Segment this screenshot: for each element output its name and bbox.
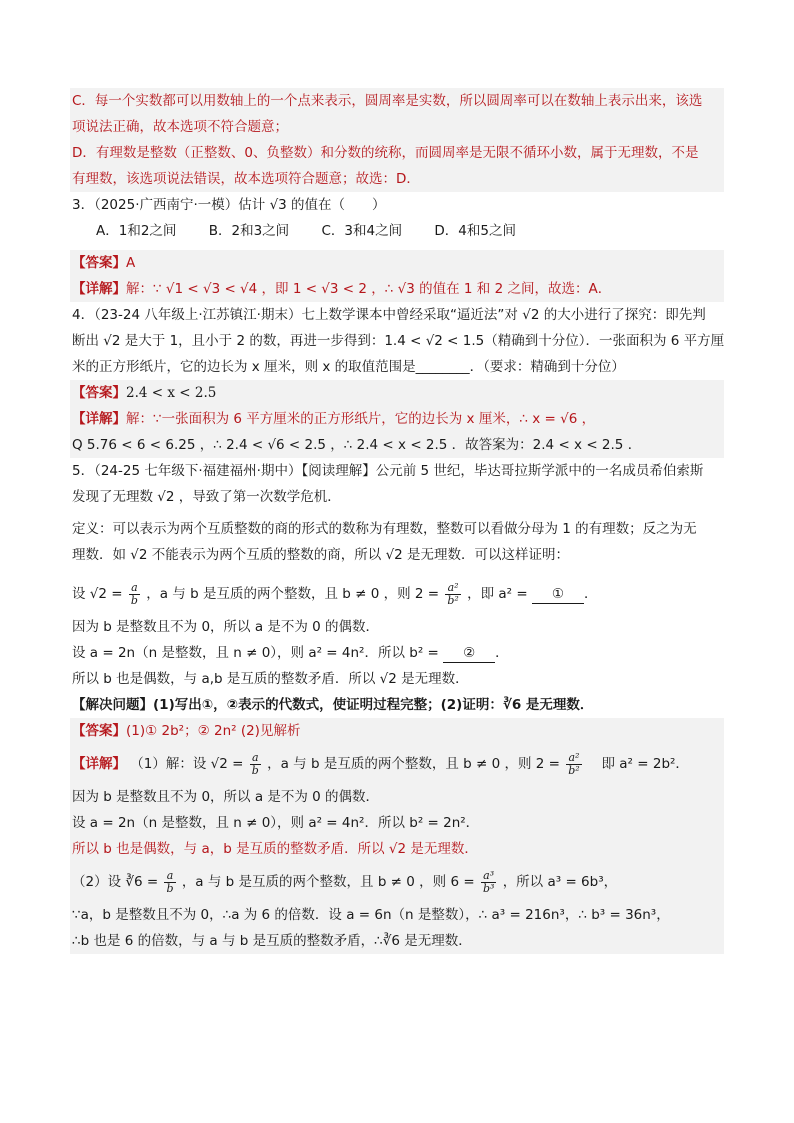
q4-line-3: 米的正方形纸片，它的边长为 x 厘米，则 x 的取值范围是________．（要求：精确到十分位）	[72, 359, 625, 375]
q5-detail-1-c: 即 a² = 2b²．	[587, 756, 689, 772]
q4-detail-1	[70, 406, 724, 432]
fraction-a-over-b	[250, 752, 261, 777]
q4-line-2: 断出 √2 是大于 1，且小于 2 的数，再进一步得到：1.4 < √2 < 1.5（精确到十分位）．一张面积为 6 平方厘	[72, 333, 724, 349]
fraction-numerator: a³	[481, 870, 496, 883]
q5-detail-5-a: （2）设 ∛6 =	[72, 874, 163, 890]
fraction-denominator: b	[166, 881, 174, 895]
prev-solution-block	[70, 88, 724, 192]
q4-answer-value: 2.4 < x < 2.5	[126, 385, 217, 401]
blank-1: ①	[532, 585, 584, 604]
q3-answer	[70, 250, 724, 276]
q5-proof-1: 设 √2 = $\frac{a}{b}$ ，a 与 b 是互质的两个整数，且 b ≠ 0 ，则 2 = $\frac{\text{a²}}{\text{b²}}$ ，即 a² = ① ．	[72, 580, 598, 607]
q5-detail-5	[70, 862, 724, 902]
fraction-numerator: a²	[566, 752, 581, 765]
q5-detail-1-b: ，a 与 b 是互质的两个整数，且 b ≠ 0 ，则 2 =	[267, 756, 565, 772]
q5-proof-4: 所以 b 也是偶数，与 a,b 是互质的整数矛盾．所以 √2 是无理数．	[72, 671, 469, 687]
q3-option-a: A．1和2之间	[96, 223, 177, 239]
q5-detail-4: 所以 b 也是偶数，与 a，b 是互质的整数矛盾．所以 √2 是无理数．	[72, 841, 478, 857]
answer-tag: 【答案】	[72, 255, 126, 271]
q5-definition-2: 理数．如 √2 不能表示为两个互质的整数的商，所以 √2 是无理数．可以这样证明：	[72, 547, 570, 563]
q3-option-c: C．3和4之间	[321, 223, 403, 239]
q5-line-1: 5．（24-25 七年级下·福建福州·期中）【阅读理解】公元前 5 世纪，毕达哥拉斯学派中的一名成员希伯索斯	[72, 463, 704, 479]
q3-solution-block	[70, 250, 724, 302]
q3-options	[70, 218, 724, 244]
q5-proof-1-c: ，即 a² =	[467, 586, 532, 602]
q5-solution-block	[70, 718, 724, 954]
q4-line-1: 4．（23-24 八年级上·江苏镇江·期末）七上数学课本中曾经采取“逼近法”对 √2 的大小进行了探究：即先判	[72, 307, 706, 323]
fraction-numerator: a	[129, 582, 140, 595]
answer-tag: 【答案】	[72, 723, 126, 739]
q4-answer	[70, 380, 724, 406]
fraction-numerator: a²	[445, 582, 460, 595]
q5-proof-3: 设 a = 2n（n 是整数，且 n ≠ 0），则 a² = 4n²．所以 b² = ② ．	[72, 645, 509, 661]
q5-task: 【解决问题】(1)写出①，②表示的代数式，使证明过程完整；(2)证明：∛6 是无理数．	[72, 697, 594, 713]
fraction-denominator: b²	[447, 593, 459, 607]
fraction-a2-over-b2	[566, 752, 581, 777]
q5-proof-1-a: 设 √2 =	[72, 586, 127, 602]
option-c-line-1: C．每一个实数都可以用数轴上的一个点来表示，圆周率是实数，所以圆周率可以在数轴上表示出来，该选	[72, 93, 703, 109]
q4-detail-text-1: 解：∵一张面积为 6 平方厘米的正方形纸片，它的边长为 x 厘米，∴ x = √6 ，	[126, 411, 596, 427]
option-d-line-2: 有理数，该选项说法错误，故本选项符合题意；故选：D．	[72, 171, 420, 187]
q3-detail	[70, 276, 724, 302]
q4-solution-block	[70, 380, 724, 458]
q5-detail-5-c: ，所以 a³ = 6b³，	[502, 874, 618, 890]
fraction-denominator: b³	[482, 881, 495, 895]
fraction-numerator: a	[250, 752, 261, 765]
q5-answer	[70, 718, 724, 744]
q5-definition-1: 定义：可以表示为两个互质整数的商的形式的数称为有理数，整数可以看做分母为 1 的有理数；反之为无	[72, 521, 697, 537]
q5-proof-3-text: 设 a = 2n（n 是整数，且 n ≠ 0），则 a² = 4n²．所以 b² =	[72, 645, 444, 661]
fraction-a-over-b	[129, 582, 140, 607]
q5-detail-2: 因为 b 是整数且不为 0，所以 a 是不为 0 的偶数．	[72, 789, 380, 805]
option-d-line-1: D．有理数是整数（正整数、0、负整数）和分数的统称，而圆周率是无限不循环小数，属于无理数，不是	[72, 145, 699, 161]
q5-line-2: 发现了无理数 √2 ，导致了第一次数学危机．	[72, 489, 341, 505]
q4-detail-2: Q 5.76 < 6 < 6.25 ，∴ 2.4 < √6 < 2.5 ，∴ 2.4 < x < 2.5 ．故答案为：2.4 < x < 2.5 ．	[72, 437, 642, 453]
q3-stem: 3．（2025·广西南宁·一模）估计 √3 的值在（ ）	[72, 197, 386, 213]
fraction-a-over-b	[164, 870, 175, 895]
fraction-denominator: b	[130, 593, 138, 607]
q5-detail-7: ∴b 也是 6 的倍数，与 a 与 b 是互质的整数矛盾，∴∛6 是无理数．	[72, 933, 472, 949]
worksheet-page	[70, 88, 724, 954]
fraction-a2-over-b2	[445, 582, 460, 607]
q3-answer-value: A	[126, 255, 136, 271]
detail-tag: 【详解】	[72, 411, 126, 427]
q3-option-b: B．2和3之间	[208, 223, 290, 239]
option-c-line-2: 项说法正确，故本选项不符合题意；	[72, 119, 288, 135]
detail-tag: 【详解】	[72, 756, 126, 772]
fraction-denominator: b²	[568, 763, 580, 777]
q3-option-d: D．4和5之间	[434, 223, 516, 239]
q5-proof-2: 因为 b 是整数且不为 0，所以 a 是不为 0 的偶数．	[72, 619, 380, 635]
q5-detail-1	[70, 744, 724, 784]
q5-detail-5-b: ，a 与 b 是互质的两个整数，且 b ≠ 0 ，则 6 =	[181, 874, 479, 890]
q5-detail-6: ∵a，b 是整数且不为 0，∴a 为 6 的倍数．设 a = 6n（n 是整数），∴ a³ = 216n³，∴ b³ = 36n³，	[72, 907, 670, 923]
q5-detail-1-a: （1）解：设 √2 =	[130, 756, 248, 772]
q5-detail-3: 设 a = 2n（n 是整数，且 n ≠ 0），则 a² = 4n²．所以 b² = 2n²．	[72, 815, 480, 831]
fraction-a3-over-b3	[481, 870, 496, 895]
q5-proof-1-b: ，a 与 b 是互质的两个整数，且 b ≠ 0 ，则 2 =	[146, 586, 444, 602]
fraction-numerator: a	[164, 870, 175, 883]
detail-tag: 【详解】	[72, 281, 126, 297]
blank-2: ②	[443, 644, 495, 663]
q5-answer-value: (1)① 2b²；② 2n² (2)见解析	[126, 723, 301, 739]
q3-detail-text: 解：∵ √1 < √3 < √4 ，即 1 < √3 < 2 ，∴ √3 的值在 1 和 2 之间，故选：A．	[126, 281, 612, 297]
answer-tag: 【答案】	[72, 385, 126, 401]
fraction-denominator: b	[251, 763, 259, 777]
